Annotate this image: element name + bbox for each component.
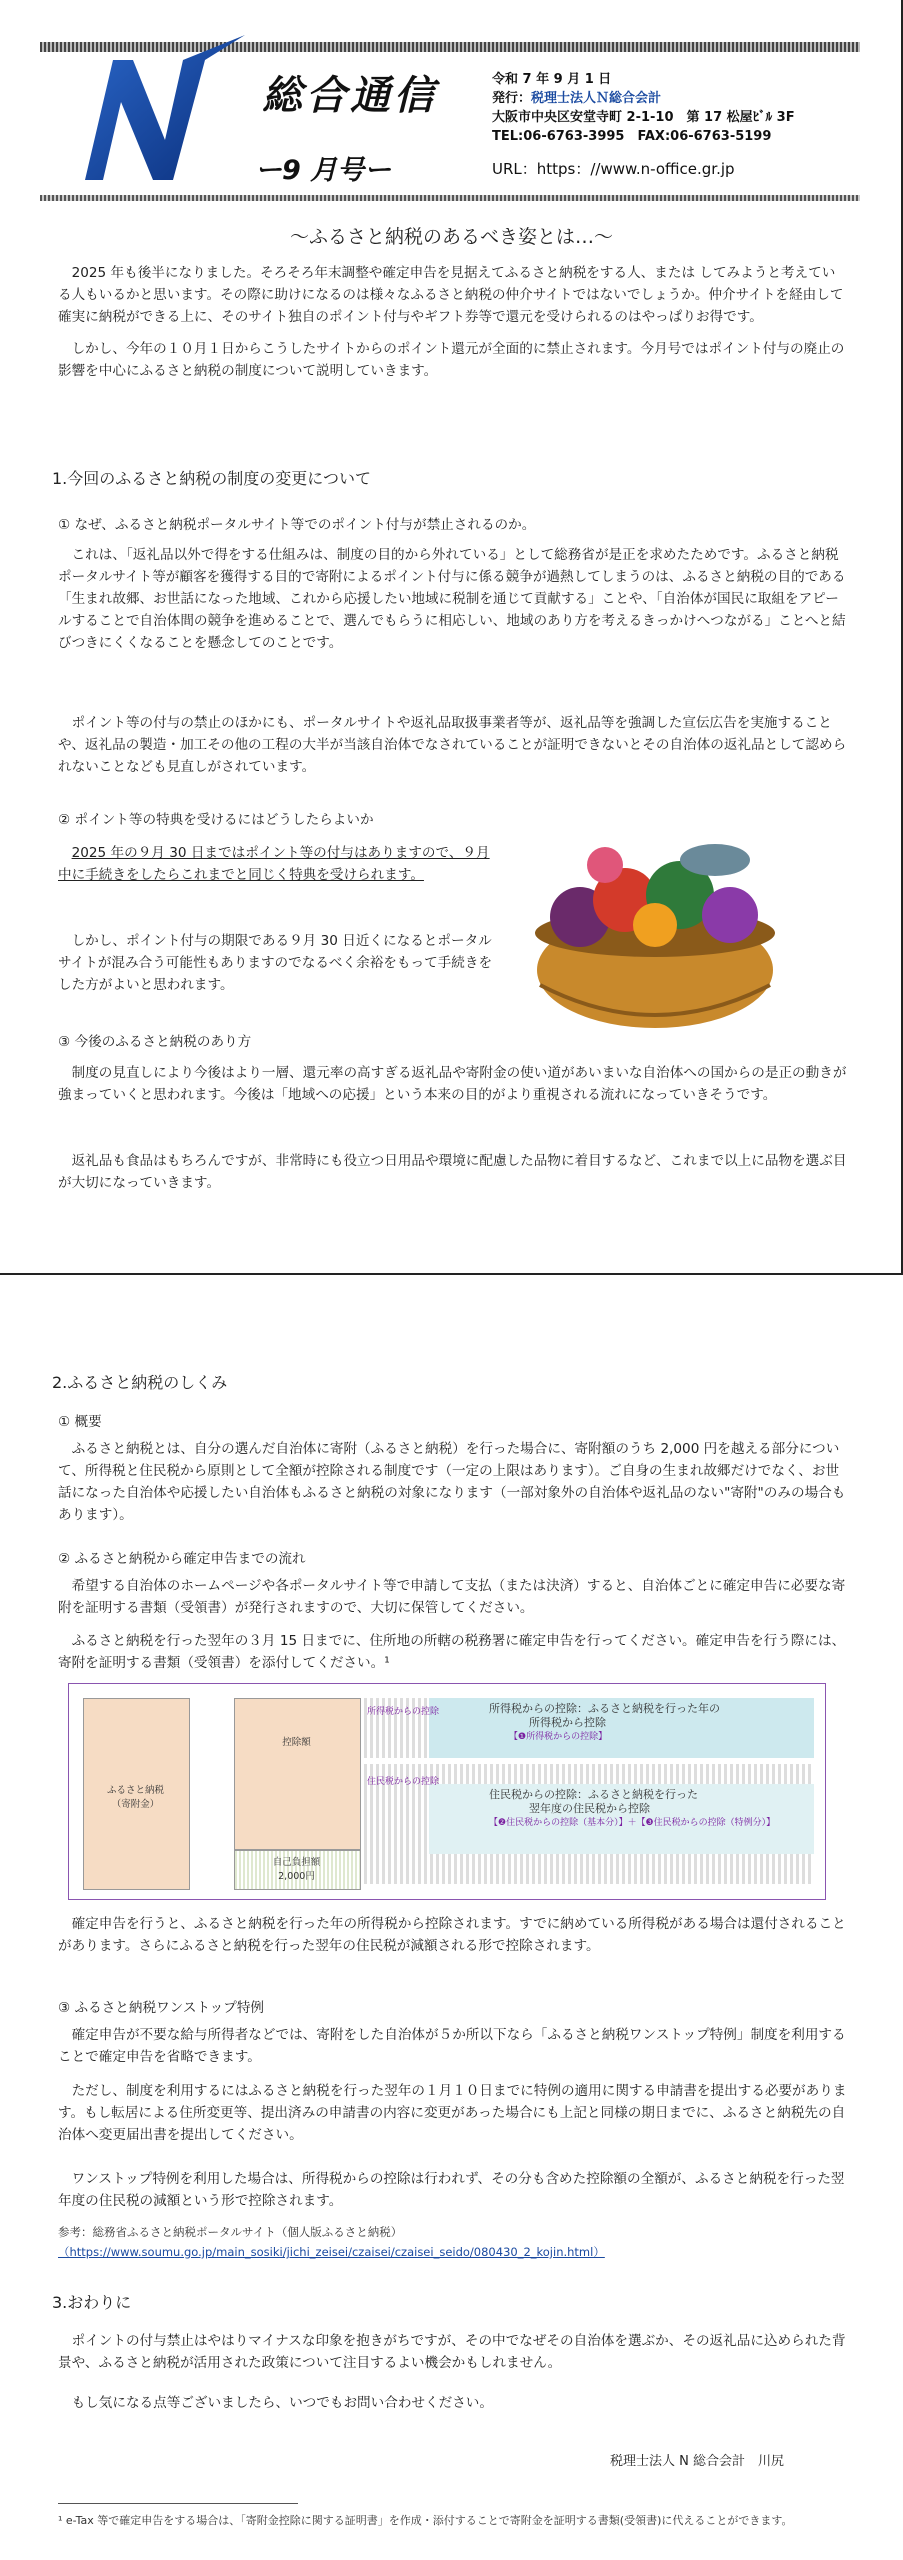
donation-label: ふるさと納税 （寄附金） (106, 1785, 164, 1810)
reference-label: 参考：総務省ふるさと納税ポータルサイト（個人版ふるさと納税） (58, 2225, 403, 2239)
header-info (492, 70, 795, 179)
article-subtitle: ～ふるさと納税のあるべき姿とは…～ (289, 226, 613, 248)
sec1-p4: 制度の見直しにより今後はより一層、還元率の高すぎる返礼品や寄附金の使い道があいまいな自治体への国からの是正の動きが強まっていくと思われます。今後は「地域への応援」という本来の目的がより重視される流れになっていきそうです。 (58, 1065, 847, 1103)
issue-date: 令和 7 年 9 月 1 日 (492, 72, 612, 87)
sec1-q2: ② ポイント等の特典を受けるにはどうしたらよいか (58, 812, 374, 828)
sec2-p4: 確定申告を行うと、ふるさと納税を行った年の所得税から控除されます。すでに納めている所得税がある場合は還付されることがあります。さらにふるさと納税を行った翌年の住民税が減額される形で控除されます。 (58, 1916, 846, 1954)
income-tax-tag: 所得税からの控除 (367, 1707, 440, 1717)
sec3-p2: もし気になる点等ございましたら、いつでもお問い合わせください。 (71, 2395, 493, 2411)
self-burden-label: 自己負担額 2,000円 (272, 1857, 321, 1882)
n-logo (55, 30, 255, 190)
resident-note: 住民税からの控除：ふるさと納税を行った 翌年度の住民税から控除 【❷住民税からの控除（基本分）】＋【❸住民税からの控除（特例分）】 (489, 1788, 776, 1828)
website-url[interactable]: URL：https：//www.n-office.gr.jp (492, 160, 735, 178)
reference-url[interactable]: （https://www.soumu.go.jp/main_sosiki/jichi_zeisei/czaisei/czaisei_seido/080430_2_kojin.html） (58, 2245, 605, 2259)
sec2-q3: ③ ふるさと納税ワンストップ特例 (58, 2000, 265, 2016)
page-1 (0, 0, 903, 1275)
sec1-q3: ③ 今後のふるさと納税のあり方 (58, 1034, 252, 1050)
footnote-rule (58, 2503, 298, 2504)
sec2-p5: 確定申告が不要な給与所得者などでは、寄附をした自治体が５か所以下なら「ふるさと納税ワンストップ特例」制度を利用することで確定申告を省略できます。 (58, 2027, 846, 2065)
address: 大阪市中央区安堂寺町 2-1-10 第 17 松屋ﾋﾞﾙ 3F (492, 110, 795, 125)
deduction-label: 控除額 (282, 1737, 311, 1748)
fruit-basket-illustration (510, 805, 800, 1035)
publisher-name: 税理士法人Ｎ総合会計 (531, 91, 662, 106)
sec2-q1: ① 概要 (58, 1414, 102, 1430)
sec2-p7: ワンストップ特例を利用した場合は、所得税からの控除は行われず、その分も含めた控除額の全額が、ふるさと納税を行った翌年度の住民税の減額という形で控除されます。 (58, 2171, 845, 2209)
sec2-p1: ふるさと納税とは、自分の選んだ自治体に寄附（ふるさと納税）を行った場合に、寄附額のうち 2,000 円を越える部分について、所得税と住民税から原則として全額が控除される制度です（一定の上限はあります）。ご自身の生まれ故郷だけでなく、お世話になった自治体や応援したい自治体もふるさと納税の対象になります（一部対象外の自治体や返礼品のない"寄附"のみの場合もあります）。 (58, 1441, 846, 1523)
sec2-q2: ② ふるさと納税から確定申告までの流れ (58, 1551, 306, 1567)
intro-paragraphs: 2025 年も後半になりました。そろそろ年末調整や確定申告を見据えてふるさと納税をする人、または してみようと考えている人もいるかと思います。その際に助けになるのは様々なふるさと納税の仲介サイトではないでしょうか。仲介サイトを経由して確実に納税ができる上に、そのサイト独自のポイント付与やギフト券等で還元を受けられるのはやっぱりお得です。 しかし、今年の１０月１日からこうしたサイトからのポイント還元が全面的に禁止されます。今月号ではポイント付与の廃止の影響を中心にふるさと納税の制度について説明していきます。 (58, 265, 845, 379)
resident-tax-tag: 住民税からの控除 (367, 1777, 440, 1787)
sec1-p3b: しかし、ポイント付与の期限である９月 30 日近くになるとポータルサイトが混み合う可能性もありますのでなるべく余裕をもって手続きをした方がよいと思われます。 (58, 933, 493, 993)
sec1-q1: ① なぜ、ふるさと納税ポータルサイト等でのポイント付与が禁止されるのか。 (58, 517, 536, 533)
sec2-p6: ただし、制度を利用するにはふるさと納税を行った翌年の１月１０日までに特例の適用に関する申請書を提出する必要があります。もし転居による住所変更等、提出済みの申請書の内容に変更があった場合にも上記と同様の期日までに、ふるさと納税先の自治体へ変更届出書を提出してください。 (58, 2083, 847, 2143)
footnote: ¹ e-Tax 等で確定申告をする場合は、「寄附金控除に関する証明書」を作成・添付することで寄附金を証明する書類(受領書)に代えることができます。 (58, 2514, 793, 2527)
signature: 税理士法人 N 総合会計 川尻 (610, 2454, 784, 2469)
publisher-line: 発行：税理士法人Ｎ総合会計 (492, 91, 662, 106)
tel-fax: TEL:06-6763-3995 FAX:06-6763-5199 (492, 129, 772, 144)
sec1-p3a: 2025 年の９月 30 日まではポイント等の付与はありますので、９月中に手続きをしたらこれまでと同じく特典を受けられます。 (58, 845, 490, 883)
sec2-p2: 希望する自治体のホームページや各ポータルサイト等で申請して支払（または決済）すると、自治体ごとに確定申告に必要な寄附を証明する書類（受領書）が発行されますので、大切に保管してください。 (58, 1578, 846, 1616)
sec1-p5: 返礼品も食品はもちろんですが、非常時にも役立つ日用品や環境に配慮した品物に着目するなど、これまで以上に品物を選ぶ目が大切になっていきます。 (58, 1153, 847, 1191)
income-note: 所得税からの控除：ふるさと納税を行った年の 所得税から控除 【❶所得税からの控除】 (489, 1702, 720, 1742)
sec3-p1: ポイントの付与禁止はやはりマイナスな印象を抱きがちですが、その中でなぜその自治体を選ぶか、その返礼品に込められた背景や、ふるさと納税が活用された政策について注目するよい機会かもしれません。 (58, 2333, 846, 2371)
deduction-box (234, 1698, 361, 1850)
tax-deduction-diagram (68, 1683, 826, 1900)
section-3-heading: 3.おわりに (52, 2293, 132, 2312)
section-2-heading: 2.ふるさと納税のしくみ (52, 1373, 228, 1392)
newsletter-month: ー9 月号ー (255, 155, 392, 186)
sec1-p2: ポイント等の付与の禁止のほかにも、ポータルサイトや返礼品取扱事業者等が、返礼品等を強調した宣伝広告を実施することや、返礼品の製造・加工その他の工程の大半が当該自治体でなされていることが証明できないとその自治体の返礼品として認められないことなども見直しがされています。 (58, 715, 847, 775)
newsletter-title: 総合通信 (262, 73, 438, 119)
header-band-lower (40, 195, 860, 201)
section-1-heading: 1.今回のふるさと納税の制度の変更について (52, 469, 371, 488)
sec1-p1: これは、「返礼品以外で得をする仕組みは、制度の目的から外れている」として総務省が是正を求めたためです。ふるさと納税ポータルサイト等が顧客を獲得する目的で寄附によるポイント付与に係る競争が過熱してしまうのは、ふるさと納税の目的である「生まれ故郷、お世話になった地域、これから応援したい地域に税制を通じて貢献する」ことや、「自治体が国民に取組をアピールすることで自治体間の競争を進めることで、選んでもらうに相応しい、地域のあり方を考えるきっかけへつながる」ことへと結びつきにくくなることを懸念してのことです。 (58, 547, 846, 651)
sec2-p3: ふるさと納税を行った翌年の３月 15 日までに、住所地の所轄の税務署に確定申告を行ってください。確定申告を行う際には、寄附を証明する書類（受領書）を添付してください。¹ (58, 1633, 846, 1671)
